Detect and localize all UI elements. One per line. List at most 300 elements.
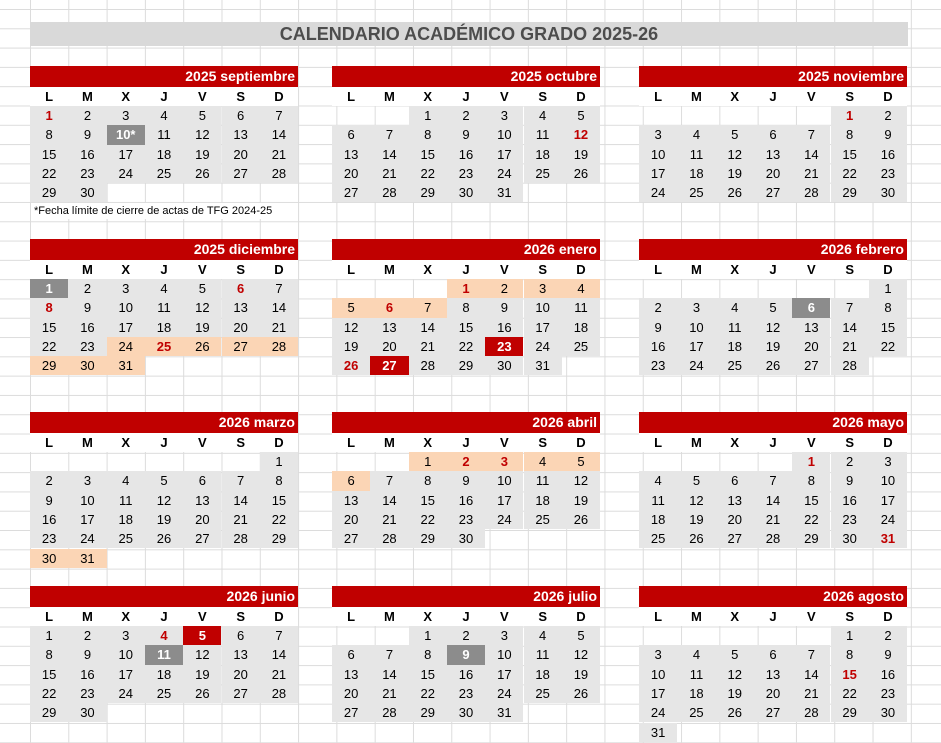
day-cell: 28 [792,183,830,202]
day-cell: 12 [562,125,600,144]
day-cell: 9 [869,645,907,664]
day-cell: 13 [754,145,792,164]
day-cell: 4 [524,626,562,645]
day-cell: 20 [754,684,792,703]
day-cell: 7 [370,471,408,490]
weekday-label: D [274,435,284,450]
day-cell: 20 [754,164,792,183]
day-cell: 21 [370,164,408,183]
weekday-label: D [274,609,284,624]
weekday-label: X [423,609,433,624]
day-cell: 17 [107,145,145,164]
day-cell: 21 [222,510,260,529]
day-cell: 4 [639,471,677,490]
weekday-label: J [160,262,168,277]
day-cell: 3 [107,626,145,645]
weekday-row [639,607,907,626]
day-cell: 23 [447,164,485,183]
month-block [639,66,907,209]
month-header: 2026 abril [332,412,600,433]
weekday-label: X [730,609,740,624]
day-cell: 12 [677,491,715,510]
weekday-label: L [654,89,663,104]
weekday-label: M [82,89,93,104]
day-cell: 30 [447,183,485,202]
day-cell: 15 [260,491,298,510]
day-cell: 7 [792,645,830,664]
day-cell: 10 [639,145,677,164]
day-cell: 31 [107,356,145,375]
day-cell: 27 [370,356,408,375]
day-cell: 28 [370,529,408,548]
day-cell: 14 [792,665,830,684]
weekday-label: L [45,435,54,450]
day-cell: 8 [260,471,298,490]
day-cell: 3 [485,452,523,471]
weekday-label: J [769,262,777,277]
weekday-label: M [691,89,702,104]
day-cell: 27 [792,356,830,375]
day-cell: 13 [332,665,370,684]
day-cell: 8 [409,471,447,490]
day-cell: 15 [30,665,68,684]
day-cell: 1 [409,452,447,471]
day-cell: 7 [260,626,298,645]
day-cell: 25 [639,529,677,548]
day-cell: 12 [145,491,183,510]
day-cell: 10 [485,125,523,144]
day-cell: 13 [332,145,370,164]
weekday-label: S [845,435,854,450]
weekday-row [30,433,298,452]
day-cell: 14 [370,665,408,684]
weekday-label: V [500,89,509,104]
day-cell: 13 [332,491,370,510]
day-cell: 26 [677,529,715,548]
day-cell: 13 [792,318,830,337]
day-cell: 29 [831,703,869,722]
day-cell: 9 [68,298,106,317]
day-cell: 26 [183,337,221,356]
day-cell: 7 [754,471,792,490]
day-cell: 25 [524,510,562,529]
weekday-label: L [654,435,663,450]
day-cell: 20 [792,337,830,356]
day-cell: 19 [562,145,600,164]
day-cell: 13 [183,491,221,510]
weekday-label: S [236,435,245,450]
day-cell: 8 [409,125,447,144]
day-cell: 11 [524,645,562,664]
weekday-label: D [883,435,893,450]
day-cell: 15 [869,318,907,337]
month-header: 2026 enero [332,239,600,260]
day-cell: 2 [447,106,485,125]
day-cell: 17 [107,318,145,337]
weekday-label: X [121,262,131,277]
day-cell: 5 [332,298,370,317]
day-cell: 15 [792,491,830,510]
day-cell: 1 [30,106,68,125]
day-cell: 17 [485,145,523,164]
day-cell: 28 [754,529,792,548]
day-cell: 8 [409,645,447,664]
day-cell: 5 [183,106,221,125]
day-cell: 10 [485,471,523,490]
day-cell: 21 [370,510,408,529]
month-block [332,412,600,555]
day-cell: 18 [524,145,562,164]
day-cell: 4 [145,279,183,298]
day-cell: 20 [183,510,221,529]
weekday-label: L [347,89,356,104]
day-cell: 14 [792,145,830,164]
weekday-row [332,433,600,452]
day-cell: 15 [447,318,485,337]
day-cell: 2 [831,452,869,471]
day-cell: 23 [30,529,68,548]
month-header: 2025 noviembre [639,66,907,87]
weekday-label: D [576,609,586,624]
weekday-label: V [198,435,207,450]
day-cell: 5 [562,106,600,125]
day-cell: 5 [183,626,221,645]
day-cell: 13 [222,298,260,317]
day-cell: 29 [409,183,447,202]
day-cell: 25 [677,703,715,722]
day-cell: 19 [183,318,221,337]
day-cell: 24 [524,337,562,356]
day-cell: 10 [869,471,907,490]
weekday-row [332,260,600,279]
day-cell: 26 [562,510,600,529]
day-cell: 6 [754,645,792,664]
day-cell: 22 [409,684,447,703]
weekday-label: M [82,609,93,624]
day-cell: 8 [831,125,869,144]
day-cell: 13 [754,665,792,684]
day-cell: 11 [145,298,183,317]
day-cell: 5 [716,645,754,664]
day-cell: 3 [107,279,145,298]
day-cell: 2 [30,471,68,490]
day-cell: 13 [222,645,260,664]
day-cell: 9 [869,125,907,144]
day-cell: 20 [222,318,260,337]
day-cell: 26 [183,164,221,183]
weekday-label: L [654,609,663,624]
day-cell: 23 [869,164,907,183]
day-cell: 5 [183,279,221,298]
weekday-label: D [274,262,284,277]
day-cell: 12 [332,318,370,337]
day-cell: 15 [30,145,68,164]
day-cell: 9 [68,645,106,664]
day-cell: 4 [524,452,562,471]
day-cell: 3 [639,645,677,664]
day-cell: 16 [639,337,677,356]
day-cell: 23 [68,337,106,356]
day-cell: 17 [68,510,106,529]
month-header: 2025 diciembre [30,239,298,260]
day-cell: 11 [524,125,562,144]
day-cell: 22 [447,337,485,356]
month-block [30,586,298,729]
day-cell: 31 [485,183,523,202]
weekday-row [30,607,298,626]
day-cell: 10 [639,665,677,684]
weekday-label: J [160,435,168,450]
day-cell: 22 [831,684,869,703]
day-cell: 17 [639,164,677,183]
day-cell: 24 [68,529,106,548]
day-cell: 25 [107,529,145,548]
day-cell: 22 [409,164,447,183]
day-cell: 19 [183,145,221,164]
day-cell: 22 [792,510,830,529]
day-cell: 30 [831,529,869,548]
day-cell: 12 [754,318,792,337]
day-cell: 23 [485,337,523,356]
day-cell: 16 [30,510,68,529]
day-cell: 14 [754,491,792,510]
day-cell: 28 [831,356,869,375]
day-cell: 9 [831,471,869,490]
month-header: 2025 septiembre [30,66,298,87]
day-cell: 28 [370,703,408,722]
day-cell: 9 [30,491,68,510]
weekday-label: V [500,262,509,277]
day-cell: 2 [869,106,907,125]
day-cell: 3 [639,125,677,144]
month-header: 2025 octubre [332,66,600,87]
weekday-label: M [691,609,702,624]
day-cell: 24 [485,510,523,529]
day-cell: 29 [260,529,298,548]
day-cell: 11 [145,125,183,144]
weekday-label: S [538,262,547,277]
weekday-label: D [883,89,893,104]
day-cell: 20 [332,510,370,529]
day-cell: 4 [677,125,715,144]
day-cell: 21 [831,337,869,356]
weekday-label: X [423,435,433,450]
weekday-label: X [730,435,740,450]
day-cell: 18 [677,684,715,703]
month-header: 2026 junio [30,586,298,607]
day-cell: 4 [145,106,183,125]
day-cell: 2 [68,106,106,125]
weekday-label: M [384,435,395,450]
month-block [639,412,907,555]
weekday-label: J [769,435,777,450]
day-cell: 1 [447,279,485,298]
weekday-label: D [883,262,893,277]
day-cell: 27 [754,183,792,202]
day-cell: 15 [409,665,447,684]
day-cell: 18 [524,491,562,510]
day-cell: 6 [332,471,370,490]
weekday-label: X [121,89,131,104]
day-cell: 23 [68,684,106,703]
day-cell: 26 [332,356,370,375]
day-cell: 2 [447,626,485,645]
day-cell: 1 [409,626,447,645]
day-cell: 1 [30,279,68,298]
day-cell: 2 [639,298,677,317]
weekday-label: V [198,262,207,277]
day-cell: 9 [447,471,485,490]
day-cell: 28 [260,337,298,356]
weekday-label: J [769,609,777,624]
day-cell: 5 [677,471,715,490]
day-cell: 26 [754,356,792,375]
day-cell: 6 [222,106,260,125]
day-cell: 22 [831,164,869,183]
weekday-label: S [845,89,854,104]
day-cell: 12 [183,298,221,317]
day-cell: 16 [485,318,523,337]
day-cell: 11 [145,645,183,664]
day-cell: 15 [30,318,68,337]
day-cell: 17 [485,491,523,510]
day-cell: 18 [145,665,183,684]
day-cell: 7 [260,106,298,125]
day-cell: 8 [30,125,68,144]
day-cell: 4 [716,298,754,317]
day-cell: 15 [831,145,869,164]
weekday-label: D [883,609,893,624]
day-cell: 1 [869,279,907,298]
weekday-label: M [384,609,395,624]
day-cell: 14 [370,491,408,510]
weekday-label: M [384,89,395,104]
day-cell: 12 [183,645,221,664]
weekday-label: S [845,262,854,277]
day-cell: 9 [447,125,485,144]
month-header: 2026 mayo [639,412,907,433]
day-cell: 29 [409,529,447,548]
day-cell: 22 [869,337,907,356]
day-cell: 11 [639,491,677,510]
day-cell: 25 [145,337,183,356]
day-cell: 27 [222,337,260,356]
weekday-label: V [807,89,816,104]
day-cell: 2 [68,279,106,298]
day-cell: 9 [447,645,485,664]
day-cell: 23 [447,684,485,703]
day-cell: 1 [30,626,68,645]
day-cell: 29 [30,703,68,722]
day-cell: 22 [30,164,68,183]
weekday-label: X [730,89,740,104]
day-cell: 7 [222,471,260,490]
day-cell: 31 [869,529,907,548]
day-cell: 24 [485,684,523,703]
day-cell: 21 [260,145,298,164]
day-cell: 1 [409,106,447,125]
day-cell: 22 [409,510,447,529]
day-cell: 24 [639,703,677,722]
day-cell: 5 [562,452,600,471]
day-cell: 8 [30,298,68,317]
day-cell: 10 [68,491,106,510]
day-cell: 18 [145,318,183,337]
day-cell: 5 [562,626,600,645]
day-cell: 16 [869,145,907,164]
day-cell: 13 [716,491,754,510]
day-cell: 26 [562,164,600,183]
weekday-label: X [423,89,433,104]
day-cell: 9 [68,125,106,144]
day-cell: 4 [107,471,145,490]
day-cell: 17 [107,665,145,684]
day-cell: 24 [107,684,145,703]
day-cell: 14 [409,318,447,337]
month-header: 2026 febrero [639,239,907,260]
day-cell: 21 [792,164,830,183]
day-cell: 18 [145,145,183,164]
day-cell: 11 [716,318,754,337]
day-cell: 18 [524,665,562,684]
day-cell: 7 [409,298,447,317]
day-cell: 4 [145,626,183,645]
day-cell: 19 [677,510,715,529]
day-cell: 27 [716,529,754,548]
day-cell: 2 [447,452,485,471]
weekday-label: X [121,609,131,624]
day-cell: 22 [30,684,68,703]
day-cell: 2 [869,626,907,645]
day-cell: 3 [107,106,145,125]
weekday-row [639,260,907,279]
weekday-label: S [845,609,854,624]
month-header: 2026 agosto [639,586,907,607]
month-block [332,239,600,382]
day-cell: 13 [370,318,408,337]
day-cell: 8 [447,298,485,317]
day-cell: 30 [68,703,106,722]
day-cell: 30 [447,703,485,722]
day-cell: 18 [677,164,715,183]
weekday-label: V [807,435,816,450]
weekday-row [30,87,298,106]
day-cell: 3 [677,298,715,317]
day-cell: 15 [409,145,447,164]
day-cell: 25 [677,183,715,202]
day-cell: 19 [716,684,754,703]
day-cell: 28 [792,703,830,722]
day-cell: 22 [260,510,298,529]
day-cell: 29 [447,356,485,375]
day-cell: 20 [222,145,260,164]
day-cell: 27 [222,164,260,183]
day-cell: 20 [332,164,370,183]
weekday-label: J [462,89,470,104]
day-cell: 24 [869,510,907,529]
day-cell: 24 [107,164,145,183]
day-cell: 20 [370,337,408,356]
month-block [30,412,298,566]
day-cell: 2 [485,279,523,298]
day-cell: 21 [409,337,447,356]
day-cell: 14 [831,318,869,337]
day-cell: 17 [677,337,715,356]
day-cell: 10 [107,298,145,317]
day-cell: 31 [68,549,106,568]
day-cell: 12 [562,645,600,664]
day-cell: 19 [332,337,370,356]
